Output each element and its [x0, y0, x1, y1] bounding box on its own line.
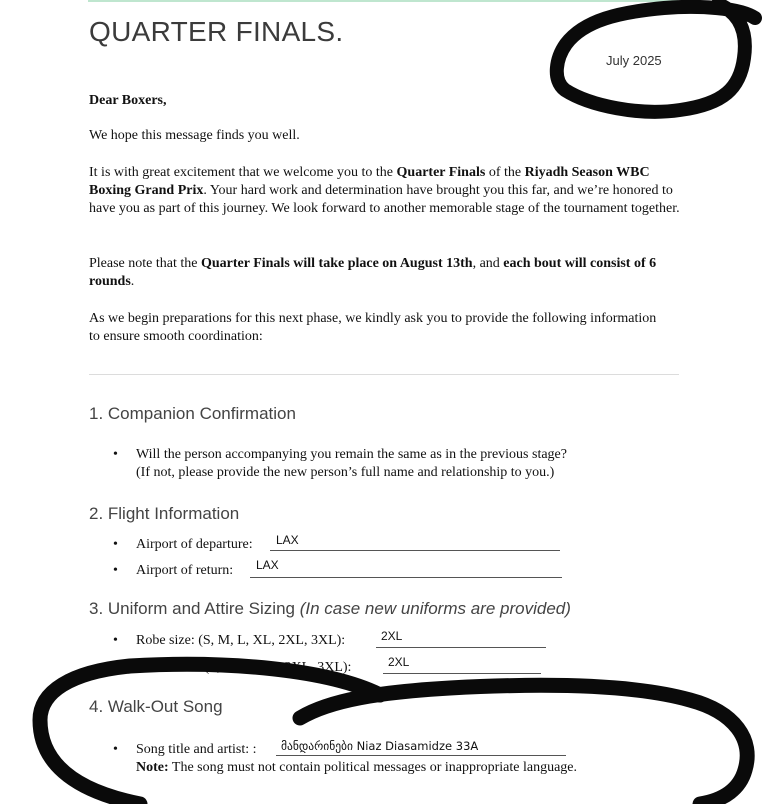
greeting: Dear Boxers,: [89, 93, 167, 108]
p3-text-e: .: [130, 274, 135, 289]
shorts-size-label: Shorts size: (S, M, L, XL, 2XL, 3XL):: [136, 660, 352, 675]
marker-loop-song: [40, 664, 380, 804]
heading-flight-information: 2. Flight Information: [89, 504, 240, 523]
bullet-icon: •: [113, 447, 118, 462]
p2-text-a: It is with great excitement that we welcome you to the: [89, 165, 397, 180]
shorts-size-value[interactable]: 2XL: [388, 655, 410, 669]
p3-text-c: , and: [472, 256, 504, 271]
letter-date: July 2025: [606, 53, 662, 68]
uniform-heading-text: 3. Uniform and Attire Sizing: [89, 599, 295, 618]
p3-bold-rounds: each bout will consist of 6 rounds: [89, 256, 657, 289]
return-value[interactable]: LAX: [256, 558, 279, 572]
page-title: QUARTER FINALS.: [89, 16, 344, 47]
bullet-icon: •: [113, 633, 118, 648]
song-value[interactable]: მანდარინები Niaz Diasamidze 33A: [281, 739, 479, 753]
song-label: Song title and artist: :: [136, 742, 257, 757]
p2-bold-event-name: Riyadh Season WBC Boxing Grand Prix: [89, 165, 650, 198]
p2-bold-quarter-finals: Quarter Finals: [396, 165, 486, 180]
marker-loop-song-right: [300, 685, 747, 804]
heading-walk-out-song: 4. Walk-Out Song: [89, 697, 223, 716]
departure-value[interactable]: LAX: [276, 533, 299, 547]
bullet-icon: •: [113, 563, 118, 578]
companion-question: Will the person accompanying you remain the same as in the previous stage?: [136, 447, 567, 462]
p2-text-c: of the: [485, 165, 525, 180]
heading-companion-confirmation: 1. Companion Confirmation: [89, 404, 296, 423]
p3-bold-date: Quarter Finals will take place on August 13th: [200, 256, 473, 271]
song-note-label: Note:: [136, 760, 169, 775]
marker-loop-date: [557, 4, 755, 112]
p2-text-e: . Your hard work and determination have brought you this far, and we’re honored to have you as part of this journey. We look forward to another memorable stage of the tournament together.: [89, 183, 680, 216]
companion-instruction: (If not, please provide the new person’s full name and relationship to you.): [136, 465, 555, 480]
paragraph-1: We hope this message finds you well.: [89, 128, 300, 143]
p3-text-a: Please note that the: [89, 256, 201, 271]
paragraph-4: As we begin preparations for this next phase, we kindly ask you to provide the following information to ensure smooth coordination:: [89, 311, 657, 344]
departure-label: Airport of departure:: [136, 537, 253, 552]
uniform-heading-note: (In case new uniforms are provided): [299, 599, 571, 618]
robe-size-value[interactable]: 2XL: [381, 629, 403, 643]
bullet-icon: •: [113, 742, 118, 757]
robe-size-label: Robe size: (S, M, L, XL, 2XL, 3XL):: [136, 633, 346, 648]
bullet-icon: •: [113, 660, 118, 675]
return-label: Airport of return:: [136, 563, 234, 578]
bullet-icon: •: [113, 537, 118, 552]
song-note-text: The song must not contain political messages or inappropriate language.: [168, 760, 578, 775]
